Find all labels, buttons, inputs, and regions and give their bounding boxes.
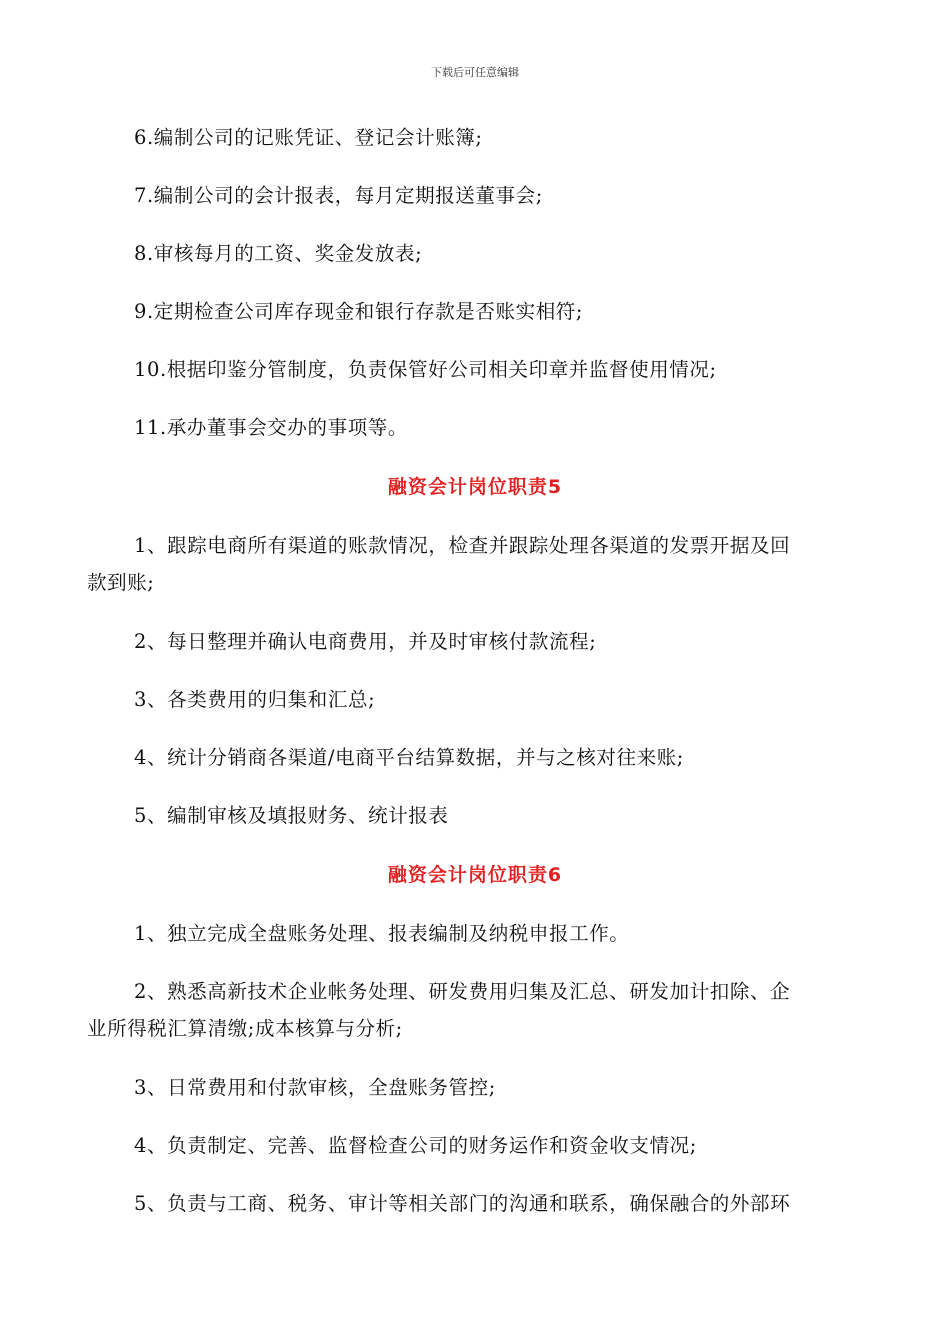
list-item: 5、编制审核及填报财务、统计报表 xyxy=(134,804,449,827)
list-item: 2、熟悉高新技术企业帐务处理、研发费用归集及汇总、研发加计扣除、企 xyxy=(134,980,791,1003)
list-item: 4、统计分销商各渠道/电商平台结算数据，并与之核对往来账; xyxy=(134,746,684,769)
list-item: 6.编制公司的记账凭证、登记会计账簿; xyxy=(134,126,483,149)
list-item: 1、跟踪电商所有渠道的账款情况，检查并跟踪处理各渠道的发票开据及回 xyxy=(134,534,791,557)
list-item: 11.承办董事会交办的事项等。 xyxy=(134,416,409,439)
page-header-note: 下载后可任意编辑 xyxy=(431,66,519,79)
list-item: 10.根据印鉴分管制度，负责保管好公司相关印章并监督使用情况; xyxy=(134,358,717,381)
list-item: 7.编制公司的会计报表，每月定期报送董事会; xyxy=(134,184,543,207)
list-item: 1、独立完成全盘账务处理、报表编制及纳税申报工作。 xyxy=(134,922,630,945)
section-heading: 融资会计岗位职责6 xyxy=(387,864,563,886)
list-item: 3、日常费用和付款审核，全盘账务管控; xyxy=(134,1076,496,1099)
list-item: 4、负责制定、完善、监督检查公司的财务运作和资金收支情况; xyxy=(134,1134,697,1157)
list-item: 3、各类费用的归集和汇总; xyxy=(134,688,376,711)
section-heading: 融资会计岗位职责5 xyxy=(387,476,563,498)
list-item-continuation: 业所得税汇算清缴;成本核算与分析; xyxy=(87,1017,403,1040)
list-item: 5、负责与工商、税务、审计等相关部门的沟通和联系，确保融合的外部环 xyxy=(134,1192,791,1215)
list-item-continuation: 款到账; xyxy=(87,571,155,594)
list-item: 2、每日整理并确认电商费用，并及时审核付款流程; xyxy=(134,630,597,653)
list-item: 8.审核每月的工资、奖金发放表; xyxy=(134,242,423,265)
list-item: 9.定期检查公司库存现金和银行存款是否账实相符; xyxy=(134,300,584,323)
